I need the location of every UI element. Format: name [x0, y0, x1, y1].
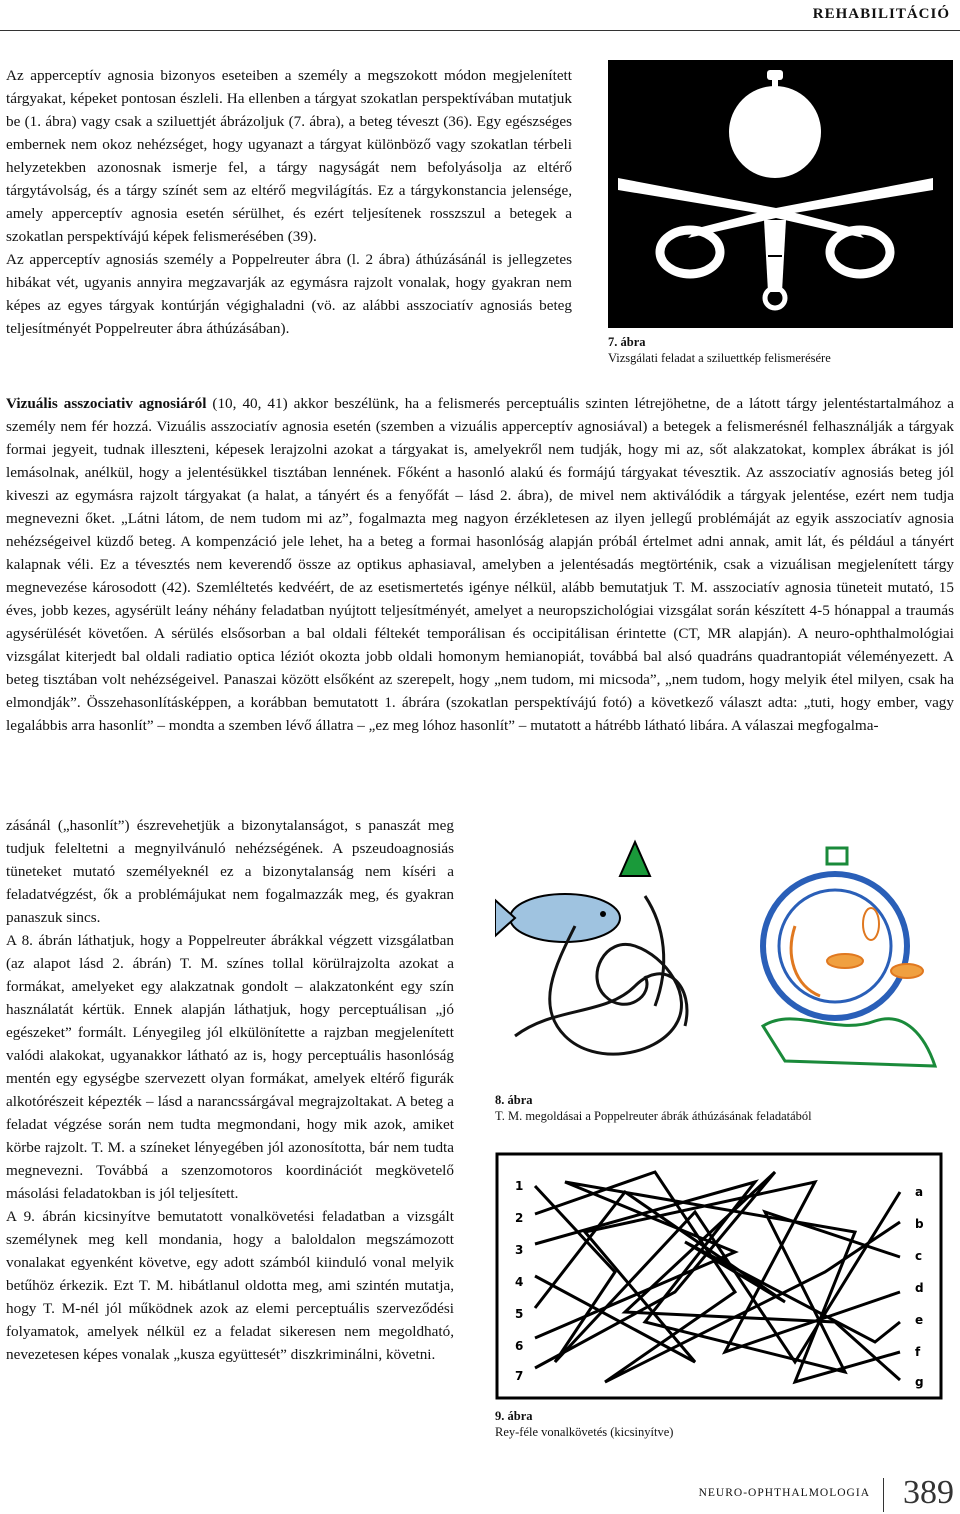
- line-start-number: 7: [515, 1369, 524, 1383]
- term-lead: Vizuális asszociativ agnosiáról: [6, 395, 207, 412]
- rey-line-tracing: [495, 1152, 943, 1400]
- header-rule: [0, 30, 960, 31]
- line-start-number: 3: [515, 1243, 524, 1257]
- line-start-number: 5: [515, 1307, 524, 1321]
- paragraph: A 9. ábrán kicsinyítve bemutatott vonalkövetési feladatban a vizsgált személynek meg kell mondania, hogy a baloldalon megszámozott vonalakat egyenként követve, egy adott számból kiinduló vonal melyik betűhöz érkezik. Ezt T. M. hibátlanul oldotta meg, ami szintén mutatja, hogy T. M-nél jól működnek azok az elemi perceptuális szerveződési folyamatok, amelyek nélkül ez a feladat sikeresen nem megoldható, nevezetesen képes vonalak „kusza együttesét” diszkriminálni, követni.: [6, 1208, 454, 1363]
- main-text: [6, 392, 954, 737]
- poppelreuter-drawing: [495, 836, 943, 1086]
- paragraph: A 8. ábrán láthatjuk, hogy a Poppelreuter ábrákkal végzett vizsgálatban (az alapot lásd 2. ábrán) T. M. színes tollal körülrajzolta azokat a formákat, amelyeket egy alakzatnak gondolt – alakzatonként egy szín használatát kértük. Ennek alapján láthatjuk, hogy perceptuálisan „jó egészeket” formált. Lényegileg jól elkülönítette a rajzban megjelenített valódi alakokat, ugyanakkor látható az is, hogy perceptuális hasonlóság mentén egy egységbe szervezett olyan formákat, amelyek eltérő figurák alkotórészeit képezték – lásd a narancssárgával megrajzoltakat. A beteg a feladat végzése során nem tudta megmondani, hogy mik azok, amiket körbe rajzolt. T. M. a színeket lényegében jól azonosította, bár nem tudta megnevezni. Továbbá a szenzomotoros koordinációt megkövetelő másolási feladatokban is jól teljesített.: [6, 932, 454, 1202]
- line-start-number: 4: [515, 1275, 524, 1289]
- paragraph-body: (10, 40, 41) akkor beszélünk, ha a felismerés perceptuális szinten létrejöhetne, de a látott tárgy jelentéstartalmához a személy nem fér hozzá. Vizuális asszociatív agnosia esetén (szemben a vizuális apperceptív agnosiával) a betegek a felismerésnél felhasználják a tárgyak formai jegyeit, tudnak illeszteni, képesek lerajzolni azokat a tárgyakat is, amelyekről nem tudják, hogy mi az, sőt alakzatokat, komplex ábrákat is jól lemásolnak, anélkül, hogy a jelentésükkel tisztában lennének. Főként a hasonló alakú és formájú tárgyakat tévesztik. Az asszociatív agnosiás beteg jól kiveszi az egymásra rajzolt tárgyakat (a halat, a tányért és a fenyőfát – lásd 2. ábra), de mivel nem aktiválódik a tárgyak jelentése, ezért nem tudja megnevezni őket. „Látni látom, de nem tudom mi az”, fogalmazta meg nagyon érzékletesen az ilyen jellegű problémáját az egyik asszociatív agnosia nehézségeivel küzdő beteg. A kompenzáció jele lehet, ha a beteg a formai hasonlóság alapján próbál értelmet adni annak, amit lát, és például a tányért kalapnak véli. Ez a tévesztés nem keverendő össze az optikus aphasiaval, amelyben a jelentésadás megtörténik, csak a vizuálisan megjelenített tárgy megnevezése károsodott (42). Szemléltetés kedvéért, de az esetismertetés igénye nélkül, alább bemutatjuk T. M. asszociatív agnosia tüneteit mutató, 15 éves, jobb kezes, agysérült leány néhány feladatban nyújtott teljesítményét, amelyet a neuropszichológiai vizsgálat során készített 4-5 hónappal a traumás agysérülését követően. A sérülés elsősorban a bal oldali féltekét temporálisan és occipitálisan érintette (CT, MR alapján). A neuro-ophthalmológiai vizsgálat kiterjedt bal oldali radiatio optica léziót okozta jobb oldali homonym hemianopiát, továbbá bal alsó quadráns quadrantopiát véleményezett. A beteg tisztában volt nehézségeivel. Panaszai között elsőként az szerepelt, hogy „nem tudom, mi micsoda”, „nem tudom, hogy melyik étel milyen, csak ha elmondják”. Összehasonlításképpen, a korábban bemutatott 1. ábrára (szokatlan perspektívájú fotó) a következő választ adta: „tuti, hogy ember, vagy legalábbis arra hasonlít” – mondta a szemben lévő állatra – „ez meg lóhoz hasonlít” – mutatott a hátrébb látható libára. A válaszai megfogalma-: [6, 395, 954, 734]
- line-end-letter: g: [915, 1375, 924, 1389]
- line-start-number: 6: [515, 1339, 524, 1353]
- paragraph: Az apperceptív agnosia bizonyos eseteiben a személy a megszokott módon megjelenített tárgyakat, képeket pontosan észleli. Ha ellenben a tárgyat szokatlan perspektívában mutatjuk be (1. ábra) vagy csak a sziluettjét ábrázoljuk (7. ábra), a beteg téveszt (36). Egy egészséges embernek nem okoz nehézséget, hogy ugyanazt a tárgyat különböző vagy szokatlan térbeli helyzetekben azonosnak ismerje fel, a tárgy nagyságát nem befolyásolja az eltérő tárgytávolság, és a tárgy színét sem az eltérő megvilágítás. Ez a tárgykonstancia jelensége, amely apperceptív agnosia esetén sérülhet, és ezért teljesítenek rosszszul a betegek a szokatlan perspektívájú képek felismerésében (39).: [6, 67, 572, 245]
- figure-7-silhouette: [608, 60, 953, 328]
- line-start-number: 1: [515, 1179, 524, 1193]
- page-header: [0, 0, 960, 30]
- silhouette-image: [608, 60, 953, 328]
- figure-7-caption: [608, 334, 953, 366]
- line-end-letter: d: [915, 1281, 924, 1295]
- line-end-letter: f: [915, 1345, 921, 1359]
- paragraph: zásánál („hasonlít”) észrevehetjük a bizonytalanságot, s panaszát meg tudjuk feleltetni a megnyilvánuló nehézségének. A pszeudoagnosiás tüneteket mutató személyeknél ez a bizonytalanság nem kíséri a feladatvégzést, ők a problémájukat nem fogalmazzák meg, és gyakran panaszuk sincs.: [6, 817, 454, 926]
- footer-divider: [883, 1478, 884, 1512]
- figure-9-rey-lines: [495, 1152, 943, 1400]
- figure-label: 9. ábra: [495, 1409, 533, 1423]
- figure-caption-text: T. M. megoldásai a Poppelreuter ábrák áthúzásának feladatából: [495, 1109, 812, 1123]
- line-end-letter: c: [915, 1249, 923, 1263]
- paragraph: [6, 392, 954, 737]
- figure-caption-text: Rey-féle vonalkövetés (kicsinyítve): [495, 1425, 674, 1439]
- line-end-letter: e: [915, 1313, 924, 1327]
- figure-label: 7. ábra: [608, 335, 646, 349]
- line-end-letter: a: [915, 1185, 924, 1199]
- page-footer: [0, 1470, 960, 1514]
- figure-label: 8. ábra: [495, 1093, 533, 1107]
- line-end-letter: b: [915, 1217, 924, 1231]
- page-number: 389: [903, 1474, 954, 1511]
- section-title: REHABILITÁCIÓ: [812, 6, 950, 22]
- figure-8-caption: [495, 1092, 943, 1124]
- narrow-column: [6, 814, 454, 1366]
- figure-8-poppelreuter: [495, 836, 943, 1086]
- intro-column: [6, 64, 572, 340]
- paragraph: Az apperceptív agnosiás személy a Poppelreuter ábra (l. 2 ábra) áthúzásánál is jellegzetes hibákat vét, ugyanis annyira megzavarják az egymásra rajzolt vonalak, hogy gyakran nem képes az egyes tárgyak kontúrján végighaladni (vö. az alábbi asszociatív agnosiás beteg teljesítményét Poppelreuter ábra áthúzásában).: [6, 251, 572, 337]
- figure-9-caption: [495, 1408, 943, 1440]
- figure-caption-text: Vizsgálati feladat a sziluettkép felismerésére: [608, 351, 831, 365]
- journal-name: NEURO-OPHTHALMOLOGIA: [698, 1487, 870, 1499]
- line-start-number: 2: [515, 1211, 524, 1225]
